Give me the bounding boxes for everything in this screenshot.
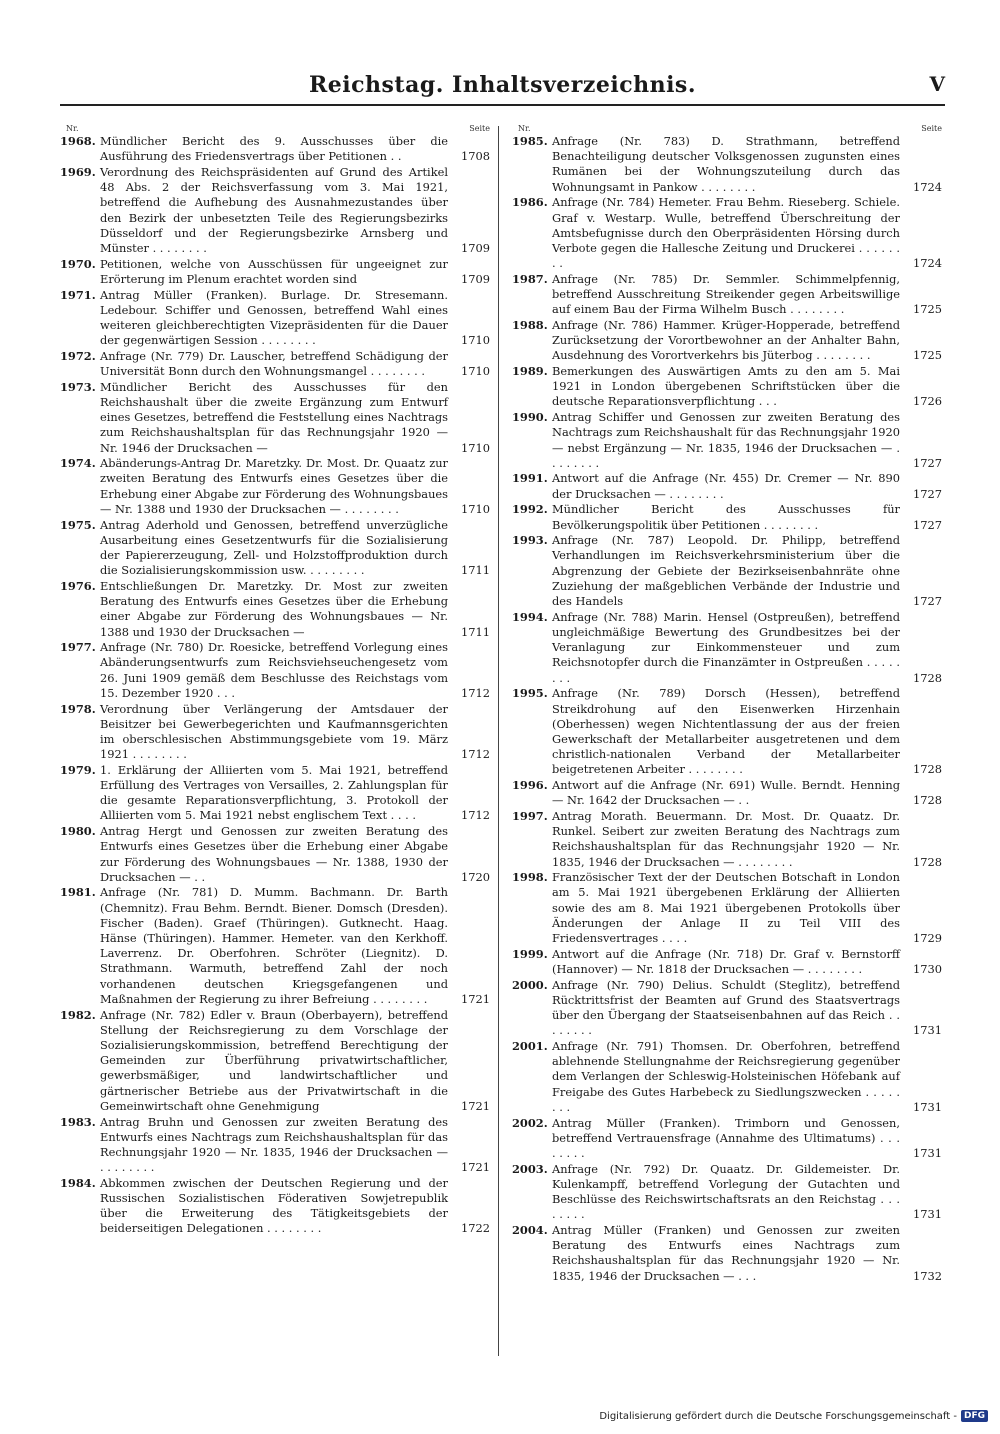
entry-page: 1725 (913, 348, 942, 363)
entry-text: Anfrage (Nr. 787) Leopold. Dr. Philipp, betreffend Verhandlungen im Reichsverkehrsministerium über die Abgrenzung der Gebiete der Bezirkseisenbahnräte ohne Zuziehung der maßgeblichen Verbände der Industrie und des Handels (552, 533, 900, 609)
entry-text: Anfrage (Nr. 786) Hammer. Krüger-Hopperade, betreffend Zurücksetzung der Vorortbewohner an der Anhalter Bahn, Ausdehnung des Vorortverkehrs bis Jüterbog . . . . . . . . (552, 317, 900, 363)
entry-page: 1728 (913, 854, 942, 869)
entry-number: 1978. (60, 701, 96, 716)
entry-page: 1712 (461, 747, 490, 762)
entry-text: Antrag Aderhold und Genossen, betreffend unverzügliche Ausarbeitung eines Gesetzentwurfs für die Sozialisierung der Papiererzeugung, Zell- und Holzstoffproduktion durch die Sozialisierungskommission usw. . . . . . . . . (100, 517, 448, 578)
entry-number: 1975. (60, 517, 96, 532)
entry-number: 1994. (512, 609, 548, 624)
toc-entry (60, 763, 490, 824)
toc-entry (60, 456, 490, 517)
entry-number: 1990. (512, 410, 548, 425)
entry-page: 1712 (461, 808, 490, 823)
toc-entry (60, 165, 490, 256)
entry-number: 1986. (512, 195, 548, 210)
page-header (60, 72, 945, 102)
toc-entry (60, 257, 490, 287)
toc-entry (512, 410, 942, 471)
entry-number: 1992. (512, 502, 548, 517)
entry-number: 1993. (512, 533, 548, 548)
entry-number: 2004. (512, 1222, 548, 1237)
entry-number: 1981. (60, 885, 96, 900)
entry-page: 1721 (461, 1160, 490, 1175)
entry-page: 1725 (913, 302, 942, 317)
entry-text: Verordnung über Verlängerung der Amtsdauer der Beisitzer bei Gewerbegerichten und Kaufmannsgerichten im oberschlesischen Abstimmungsgebiete vom 19. März 1921 . . . . . . . . (100, 701, 448, 762)
entry-text: Verordnung des Reichspräsidenten auf Grund des Artikel 48 Abs. 2 der Reichsverfassung vom 3. Mai 1921, betreffend die Aufhebung des Ausnahmezustandes über den Bezirk der unbesetzten Teile des Regierungsbezirks Düsseldorf und der Regierungsbezirke Arnsberg und Münster . . . . . . . . (100, 164, 448, 255)
nr-label: Nr. (66, 124, 79, 133)
header-rule (60, 104, 945, 106)
entry-page: 1710 (461, 501, 490, 516)
entry-page: 1727 (913, 517, 942, 532)
entry-page: 1721 (461, 1098, 490, 1113)
entry-text: Anfrage (Nr. 780) Dr. Roesicke, betreffend Vorlegung eines Abänderungsentwurfs zum Reichsviehseuchengesetz vom 26. Juni 1909 gemäß dem Beschlusse des Reichstags vom 15. Dezember 1920 . . . (100, 640, 448, 700)
toc-entry (512, 686, 942, 777)
entry-text: 1. Erklärung der Alliierten vom 5. Mai 1921, betreffend Erfüllung des Vertrages von Versailles, 2. Zahlungsplan für die gesamte Reparationsverpflichtung, 3. Protokoll der Alliierten vom 5. Mai 1921 nebst englischem Text . . . . (100, 762, 448, 823)
entry-text: Antrag Müller (Franken) und Genossen zur zweiten Beratung des Entwurfs eines Nachtrags zum Reichshaushaltsplan für das Rechnungsjahr 1920 — Nr. 1835, 1946 der Drucksachen — . . . (552, 1222, 900, 1283)
entry-page: 1726 (913, 394, 942, 409)
entry-text: Mündlicher Bericht des 9. Ausschusses über die Ausführung des Friedensvertrags über Petitionen . . (100, 134, 448, 164)
entry-page: 1730 (913, 961, 942, 976)
entry-text: Bemerkungen des Auswärtigen Amts zu den am 5. Mai 1921 in London übergebenen Schriftstücken über die deutsche Reparationsverpflichtung . . . (552, 364, 900, 409)
entry-text: Anfrage (Nr. 789) Dorsch (Hessen), betreffend Streikdrohung auf den Eisenwerken Hirzenhain (Oberhessen) wegen Nichtentlassung der aus der freien Gewerkschaft der Metallarbeiter ausgetretenen und dem christlich-nationalen Verband der Metallarbeiter beigetretenen Arbeiter . . . . . . . . (552, 686, 900, 777)
entry-number: 1974. (60, 456, 96, 471)
toc-entry (512, 1162, 942, 1223)
entry-page: 1731 (913, 1207, 942, 1222)
entry-page: 1724 (913, 256, 942, 271)
entry-page: 1728 (913, 793, 942, 808)
entry-number: 1976. (60, 578, 96, 593)
entry-number: 1988. (512, 317, 548, 332)
toc-entry (60, 702, 490, 763)
entry-page: 1722 (461, 1221, 490, 1236)
entry-number: 1969. (60, 164, 96, 179)
entry-number: 1971. (60, 287, 96, 302)
entry-text: Antrag Hergt und Genossen zur zweiten Beratung des Entwurfs eines Gesetzes über die Erhebung einer Abgabe zur Förderung des Wohnungsbaues — Nr. 1388, 1930 der Drucksachen — . . (100, 824, 448, 884)
toc-entry (512, 610, 942, 686)
entry-number: 1973. (60, 379, 96, 394)
entry-number: 1984. (60, 1175, 96, 1190)
entry-number: 1995. (512, 686, 548, 701)
entry-text: Anfrage (Nr. 785) Dr. Semmler. Schimmelpfennig, betreffend Ausschreitung Streikender gegen Arbeitswillige auf einem Bau der Firma Wilhelm Busch . . . . . . . . (552, 271, 900, 317)
toc-entry (512, 1116, 942, 1162)
entry-text: Antrag Bruhn und Genossen zur zweiten Beratung des Entwurfs eines Nachtrags zum Reichshaushaltsplan für das Rechnungsjahr 1920 — Nr. 1835, 1946 der Drucksachen — . . . . . . . . (100, 1114, 448, 1175)
entry-text: Mündlicher Bericht des Ausschusses für den Reichshaushalt über die zweite Ergänzung zum Entwurf eines Gesetzes, betreffend die Feststellung eines Nachtrags zum Reichshaushaltsplan für das Rechnungsjahr 1920 — Nr. 1946 der Drucksachen — (100, 379, 448, 455)
entry-number: 2003. (512, 1161, 548, 1176)
toc-entry (60, 134, 490, 164)
toc-entry (60, 640, 490, 701)
entry-number: 1980. (60, 824, 96, 839)
entry-number: 1996. (512, 778, 548, 793)
entry-text: Französischer Text der der Deutschen Botschaft in London am 5. Mai 1921 übergebenen Erklärung der Alliierten sowie des am 8. Mai 1921 übergebenen Protokolls über Änderungen der Anlage II zu Teil VIII des Friedensvertrages . . . . (552, 870, 900, 946)
entry-text: Abkommen zwischen der Deutschen Regierung und der Russischen Sozialistischen Föderativen Sowjetrepublik über die Erweiterung des Tätigkeitsgebiets der beiderseitigen Delegationen . . . . . . . . (100, 1175, 448, 1236)
toc-entry (60, 380, 490, 456)
entry-text: Anfrage (Nr. 779) Dr. Lauscher, betreffend Schädigung der Universität Bonn durch den Wohnungsmangel . . . . . . . . (100, 348, 448, 379)
entry-number: 1989. (512, 364, 548, 379)
entry-page: 1727 (913, 486, 942, 501)
entry-text: Anfrage (Nr. 784) Hemeter. Frau Behm. Rieseberg. Schiele. Graf v. Westarp. Wulle, betreffend Überschreitung der Amtsbefugnisse durch den Oberpräsidenten Hörsing durch Verbote gegen die Hallesche Zeitung und Druckerei . . . . . . . . (552, 195, 900, 271)
entry-page: 1728 (913, 670, 942, 685)
entry-page: 1712 (461, 685, 490, 700)
entry-number: 1968. (60, 134, 96, 148)
entry-text: Petitionen, welche von Ausschüssen für ungeeignet zur Erörterung im Plenum erachtet worden sind (100, 256, 448, 286)
right-column (512, 120, 942, 1284)
toc-entry (60, 288, 490, 349)
toc-entry (512, 1223, 942, 1284)
entry-text: Anfrage (Nr. 781) D. Mumm. Bachmann. Dr. Barth (Chemnitz). Frau Behm. Berndt. Biener. Domsch (Dresden). Fischer (Baden). Graef (Thüringen). Gutknecht. Haag. Hänse (Thüringen). Hammer. Hemeter. van den Kerkhoff. Laverrenz. Dr. Oberfohren. Schröter (Liegnitz). D. Strathmann. Warmuth, betreffend Zahl der noch vorhandenen deutschen Kriegsgefangenen und Maßnahmen der Regierung zu ihrer Befreiung . . . . . . . . (100, 885, 448, 1006)
entry-text: Abänderungs-Antrag Dr. Maretzky. Dr. Most. Dr. Quaatz zur zweiten Beratung des Entwurfs eines Gesetzes über die Erhebung einer Abgabe zur Förderung des Wohnungsbaues — Nr. 1388 und 1930 der Drucksachen — . . . . . . . . (100, 456, 448, 516)
entry-page: 1731 (913, 1145, 942, 1160)
entry-number: 2001. (512, 1038, 548, 1053)
entry-page: 1729 (913, 931, 942, 946)
entry-number: 1979. (60, 762, 96, 777)
entry-page: 1710 (461, 333, 490, 348)
seite-label: Seite (921, 124, 942, 133)
entry-number: 1998. (512, 870, 548, 885)
toc-entry (60, 518, 490, 579)
entry-text: Anfrage (Nr. 792) Dr. Quaatz. Dr. Gildemeister. Dr. Kulenkampff, betreffend Vorlegung der Gutachten und Beschlüsse des Reichswirtschaftsrats an den Reichstag . . . . . . . . (552, 1161, 900, 1222)
entry-number: 1972. (60, 348, 96, 363)
left-entry-list (60, 134, 490, 1237)
entry-text: Antwort auf die Anfrage (Nr. 718) Dr. Graf v. Bernstorff (Hannover) — Nr. 1818 der Drucksachen — . . . . . . . . (552, 946, 900, 976)
entry-page: 1724 (913, 179, 942, 194)
entry-number: 1985. (512, 134, 548, 148)
toc-entry (512, 947, 942, 977)
toc-entry (60, 885, 490, 1007)
toc-entry (60, 824, 490, 885)
entry-text: Antrag Schiffer und Genossen zur zweiten Beratung des Nachtrags zum Reichshaushalt für das Rechnungsjahr 1920 — nebst Ergänzung — Nr. 1835, 1946 der Drucksachen — . . . . . . . . (552, 410, 900, 470)
entry-number: 1997. (512, 808, 548, 823)
entry-page: 1711 (461, 624, 490, 639)
entry-page: 1731 (913, 1023, 942, 1038)
column-header-left (60, 120, 490, 134)
entry-page: 1731 (913, 1099, 942, 1114)
entry-page: 1710 (461, 364, 490, 379)
entry-page: 1711 (461, 563, 490, 578)
toc-entry (512, 978, 942, 1039)
entry-text: Entschließungen Dr. Maretzky. Dr. Most zur zweiten Beratung des Entwurfs eines Gesetzes über die Erhebung einer Abgabe zur Förderung des Wohnungsbaues — Nr. 1388 und 1930 der Drucksachen — (100, 578, 448, 639)
entry-page: 1727 (913, 594, 942, 609)
entry-page: 1709 (461, 271, 490, 286)
entry-page: 1708 (461, 149, 490, 164)
footer-text: Digitalisierung gefördert durch die Deutsche Forschungsgemeinschaft - (599, 1410, 957, 1422)
entry-page: 1721 (461, 991, 490, 1006)
entry-page: 1710 (461, 440, 490, 455)
entry-page: 1720 (461, 869, 490, 884)
entry-text: Mündlicher Bericht des Ausschusses für Bevölkerungspolitik über Petitionen . . . . . . . . (552, 502, 900, 532)
page-number: V (929, 72, 945, 96)
toc-entry (60, 1008, 490, 1114)
right-entry-list (512, 134, 942, 1284)
entry-text: Antwort auf die Anfrage (Nr. 455) Dr. Cremer — Nr. 890 der Drucksachen — . . . . . . . . (552, 471, 900, 501)
running-title: Reichstag. Inhaltsverzeichnis. (309, 72, 696, 98)
seite-label: Seite (469, 124, 490, 133)
toc-entry (512, 809, 942, 870)
entry-number: 2002. (512, 1115, 548, 1130)
nr-label: Nr. (518, 124, 531, 133)
toc-entry (512, 134, 942, 195)
toc-entry (512, 272, 942, 318)
toc-entry (512, 778, 942, 808)
entry-text: Antrag Müller (Franken). Burlage. Dr. Stresemann. Ledebour. Schiffer und Genossen, betreffend Wahl eines weiteren gleichberechtigten Vizepräsidenten für die Dauer der gegenwärtigen Session . . . . . . . . (100, 287, 448, 348)
toc-entry (512, 318, 942, 364)
entry-number: 2000. (512, 977, 548, 992)
entry-page: 1727 (913, 455, 942, 470)
entry-number: 1982. (60, 1007, 96, 1022)
toc-entry (512, 1039, 942, 1115)
left-column (60, 120, 490, 1237)
entry-page: 1709 (461, 240, 490, 255)
entry-text: Anfrage (Nr. 788) Marin. Hensel (Ostpreußen), betreffend ungleichmäßige Bewertung des Grundbesitzes bei der Veranlagung zur Einkommensteuer und zum Reichsnotopfer durch die Finanzämter in Ostpreußen . . . . . . . . (552, 609, 900, 685)
entry-number: 1987. (512, 271, 548, 286)
entry-page: 1732 (913, 1268, 942, 1283)
toc-entry (512, 870, 942, 946)
entry-number: 1977. (60, 640, 96, 655)
toc-entry (512, 533, 942, 609)
column-header-right (512, 120, 942, 134)
entry-text: Anfrage (Nr. 783) D. Strathmann, betreffend Benachteiligung deutscher Volksgenossen zugunsten eines Rumänen bei der Wohnungszuteilung durch das Wohnungsamt in Pankow . . . . . . . . (552, 134, 900, 194)
toc-entry (60, 1115, 490, 1176)
entry-text: Anfrage (Nr. 791) Thomsen. Dr. Oberfohren, betreffend ablehnende Stellungnahme der Reichsregierung gegenüber dem Verlangen der Schleswig-Holsteinischen Höfebank auf Freigabe des Gutes Harbebeck zu Siedlungszwecken . . . . . . . . (552, 1038, 900, 1114)
entry-text: Antrag Müller (Franken). Trimborn und Genossen, betreffend Vertrauensfrage (Annahme des Ultimatums) . . . . . . . . (552, 1115, 900, 1160)
entry-text: Anfrage (Nr. 782) Edler v. Braun (Oberbayern), betreffend Stellung der Reichsregierung zu dem Vorschlage der Sozialisierungskommission, betreffend Berechtigung der Gemeinden zur Überführung privatwirtschaftlicher, gewerbsmäßiger, und landwirtschaftlicher und gärtnerischer Betriebe aus der Privatwirtschaft in die Gemeinwirtschaft ohne Genehmigung (100, 1007, 448, 1113)
footer (599, 1410, 988, 1422)
entry-page: 1728 (913, 762, 942, 777)
toc-entry (512, 502, 942, 532)
entry-number: 1983. (60, 1114, 96, 1129)
dfg-logo: DFG (961, 1410, 988, 1422)
entry-number: 1991. (512, 471, 548, 486)
toc-entry (60, 1176, 490, 1237)
toc-entry (512, 364, 942, 410)
entry-text: Anfrage (Nr. 790) Delius. Schuldt (Steglitz), betreffend Rücktrittsfrist der Beamten auf Grund des Staatsvertrags über den Übergang der Staatseisenbahnen auf das Reich . . . . . . . . (552, 977, 900, 1038)
entry-number: 1970. (60, 256, 96, 271)
entry-text: Antrag Morath. Beuermann. Dr. Most. Dr. Quaatz. Dr. Runkel. Seibert zur zweiten Beratung des Nachtrags zum Reichshaushaltsplan für das Rechnungsjahr 1920 — Nr. 1835, 1946 der Drucksachen — . . . . . . . . (552, 808, 900, 869)
toc-entry (512, 195, 942, 271)
entry-number: 1999. (512, 946, 548, 961)
entry-text: Antwort auf die Anfrage (Nr. 691) Wulle. Berndt. Henning — Nr. 1642 der Drucksachen — . . (552, 778, 900, 808)
toc-entry (60, 349, 490, 379)
column-divider (498, 126, 499, 1356)
toc-entry (512, 471, 942, 501)
toc-entry (60, 579, 490, 640)
